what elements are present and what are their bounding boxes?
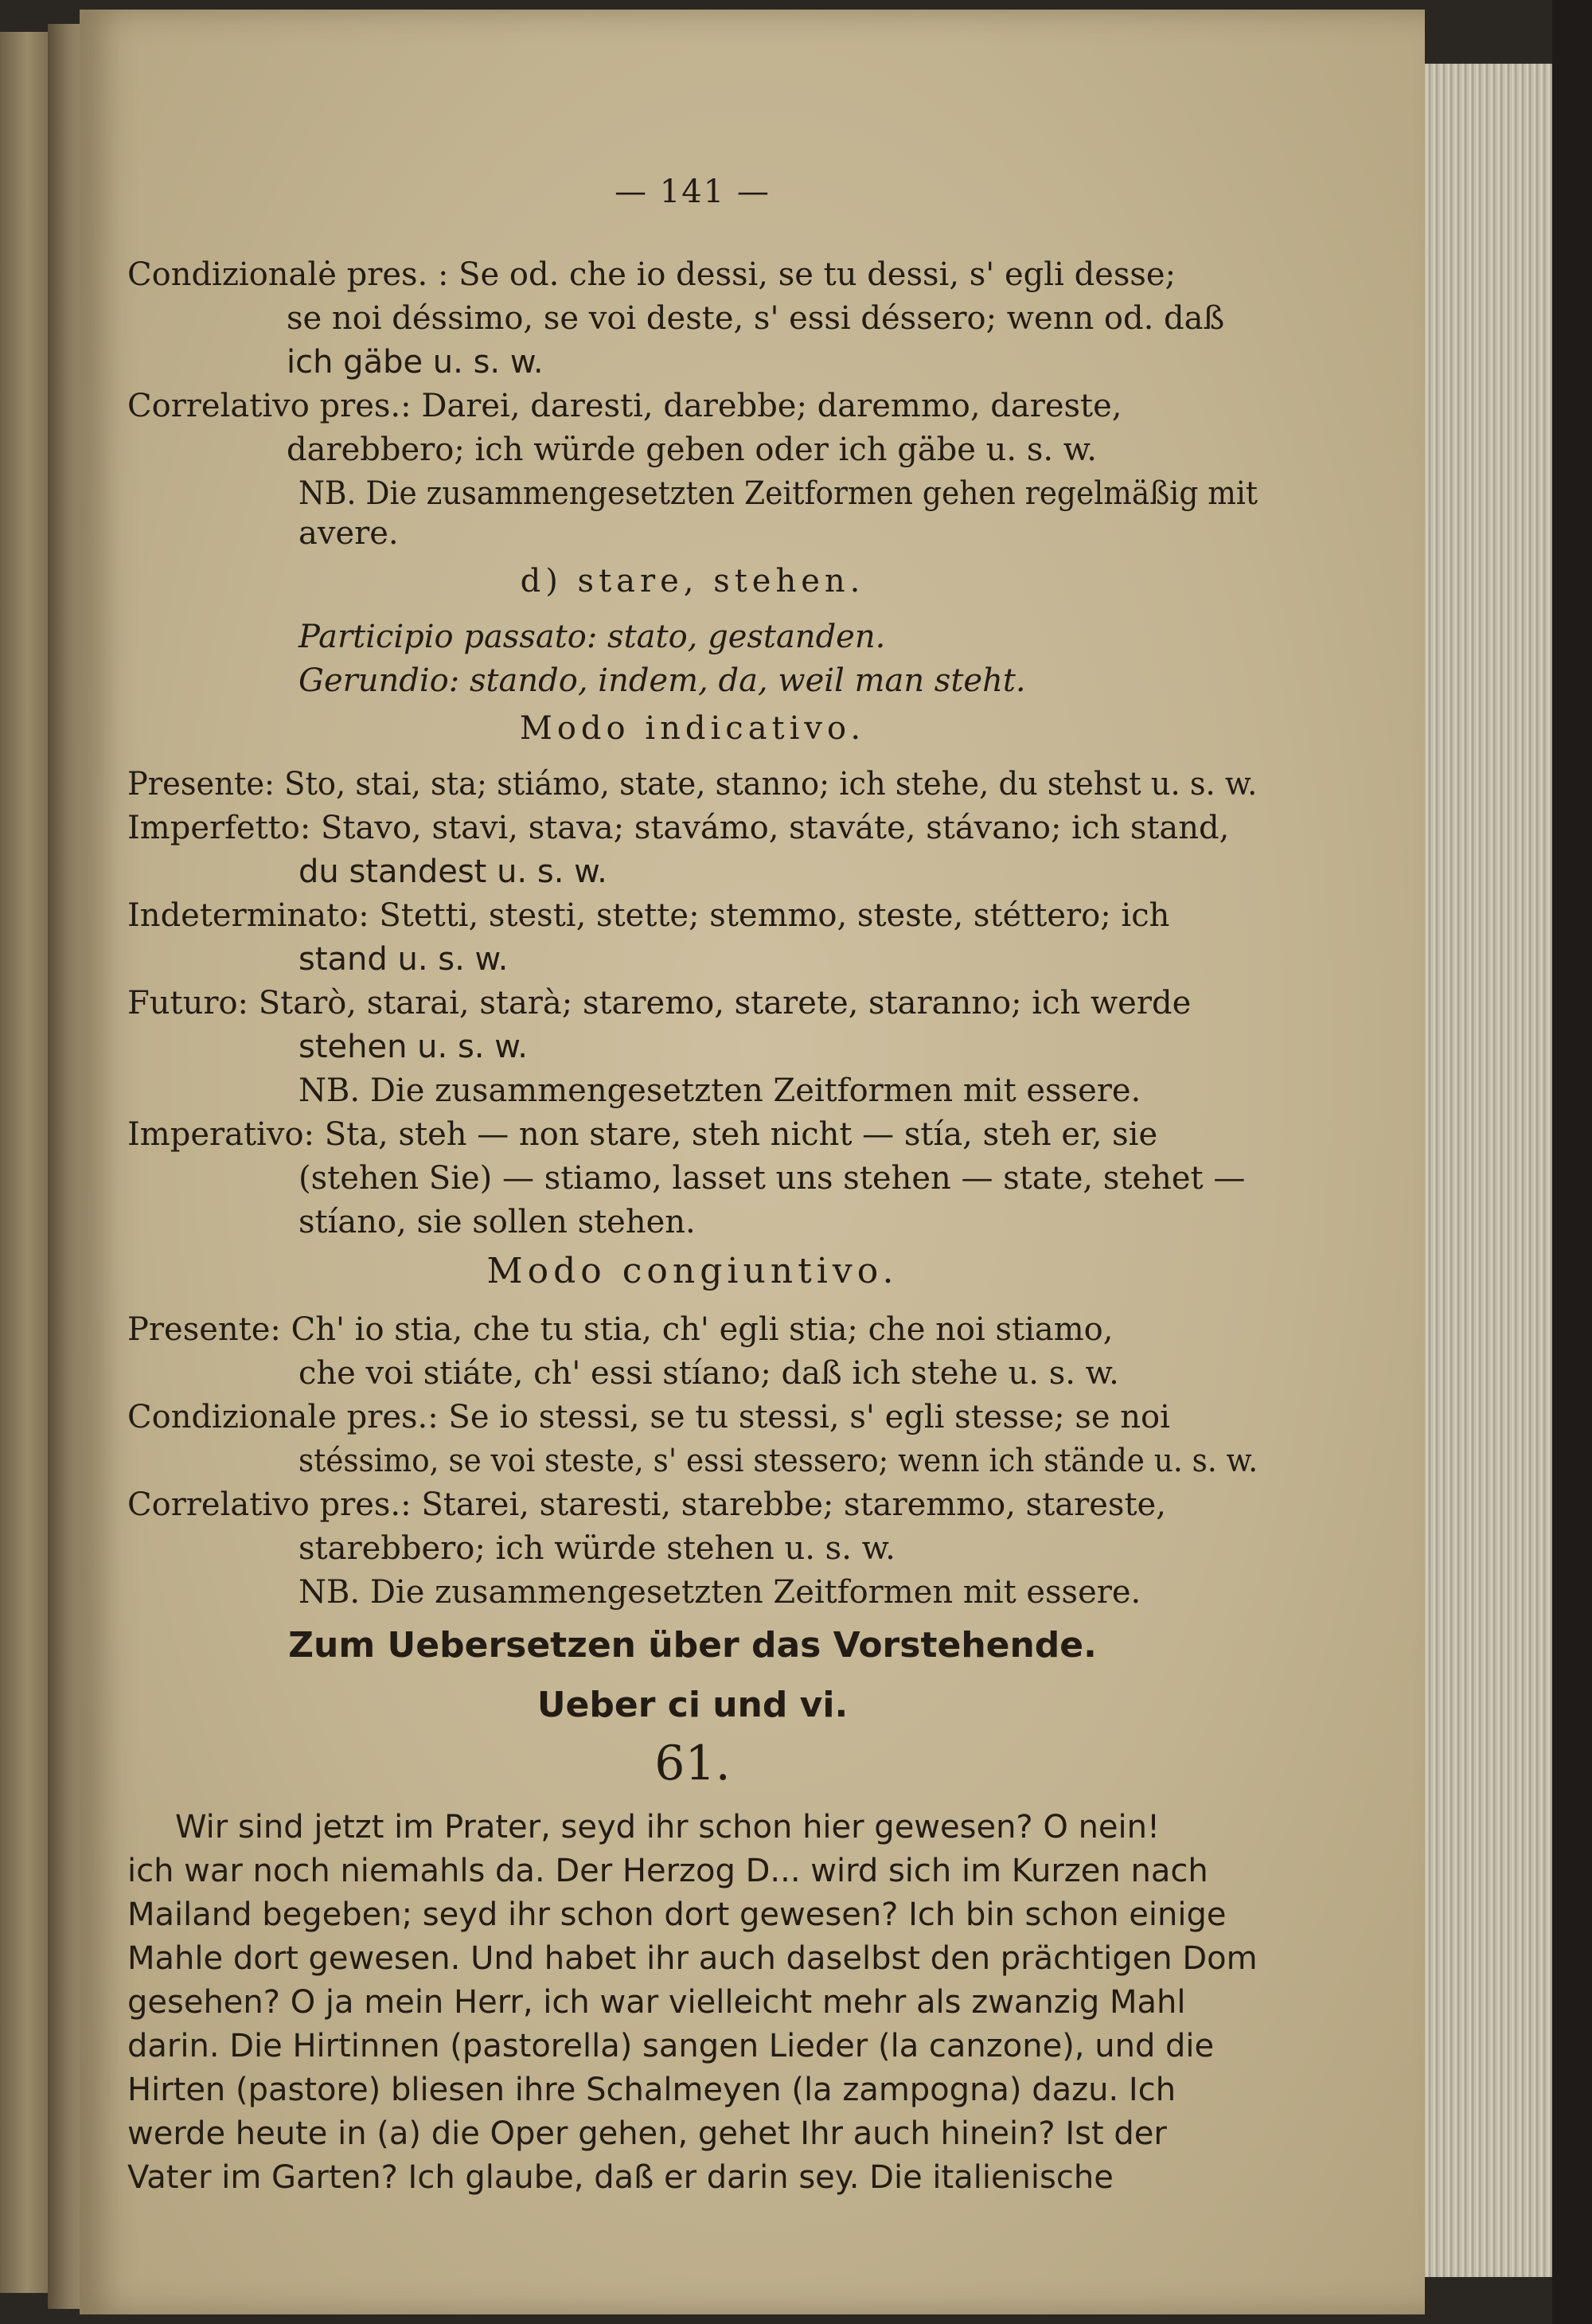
text-line: stéssimo, se voi steste, s' essi stessero; wenn ich stände u. s. w. [298, 1443, 1258, 1479]
text-line: du standest u. s. w. [298, 853, 607, 890]
text-line: Mahle dort gewesen. Und habet ihr auch daselbst den prächtigen Dom [127, 1940, 1258, 1977]
text-line: Correlativo pres.: Starei, staresti, starebbe; staremmo, stareste, [127, 1486, 1166, 1523]
page-number: — 141 — [615, 174, 771, 210]
text-line: NB. Die zusammengesetzten Zeitformen gehen regelmäßig mit [298, 475, 1258, 512]
text-line: Vater im Garten? Ich glaube, daß er darin sey. Die italienische [127, 2159, 1114, 2196]
subsection-heading: Modo congiuntivo. [486, 1251, 899, 1291]
text-line: Presente: Sto, stai, sta; stiámo, state, stanno; ich stehe, du stehst u. s. w. [127, 766, 1258, 803]
exercise-subheading: Ueber ci und vi. [537, 1685, 849, 1725]
text-line: Condizionalė pres. : Se od. che io dessi, se tu dessi, s' egli desse; [127, 256, 1176, 293]
text-line: NB. Die zusammengesetzten Zeitformen mit essere. [298, 1574, 1141, 1611]
text-line: stand u. s. w. [298, 941, 509, 978]
background-edge [1552, 0, 1592, 2324]
text-line: darebbero; ich würde geben oder ich gäbe u. s. w. [287, 432, 1098, 468]
text-line: Presente: Ch' io stia, che tu stia, ch' egli stia; che noi stiamo, [127, 1311, 1114, 1348]
text-line: Gerundio: stando, indem, da, weil man steht. [298, 662, 1026, 699]
text-line: Imperativo: Sta, steh — non stare, steh nicht — stía, steh er, sie [127, 1116, 1158, 1153]
subsection-heading: Modo indicativo. [519, 710, 866, 747]
text-line: werde heute in (a) die Oper gehen, gehet Ihr auch hinein? Ist der [127, 2115, 1167, 2152]
text-line: Mailand begeben; seyd ihr schon dort gewesen? Ich bin schon einige [127, 1896, 1227, 1933]
text-line: Correlativo pres.: Darei, daresti, darebbe; daremmo, dareste, [127, 388, 1122, 424]
text-line: avere. [298, 515, 399, 552]
text-line: ich war noch niemahls da. Der Herzog D... wird sich im Kurzen nach [127, 1853, 1208, 1889]
text-line: Futuro: Starò, starai, starà; staremo, starete, staranno; ich werde [127, 985, 1192, 1021]
text-line: che voi stiáte, ch' essi stíano; daß ich stehe u. s. w. [298, 1355, 1119, 1392]
text-line: se noi déssimo, se voi deste, s' essi déssero; wenn od. daß [287, 300, 1225, 337]
text-line: Wir sind jetzt im Prater, seyd ihr schon hier gewesen? O nein! [175, 1809, 1161, 1846]
text-line: Imperfetto: Stavo, stavi, stava; stavámo, staváte, stávano; ich stand, [127, 810, 1230, 846]
text-line: stíano, sie sollen stehen. [298, 1204, 696, 1240]
text-line: ich gäbe u. s. w. [287, 344, 544, 381]
text-line: starebbero; ich würde stehen u. s. w. [298, 1530, 896, 1567]
text-line: gesehen? O ja mein Herr, ich war vielleicht mehr als zwanzig Mahl [127, 1984, 1186, 2021]
left-page-edge [0, 32, 49, 2293]
text-line: Participio passato: stato, gestanden. [298, 619, 886, 655]
text-line: Hirten (pastore) bliesen ihre Schalmeyen (la zampogna) dazu. Ich [127, 2072, 1176, 2108]
text-line: (stehen Sie) — stiamo, lasset uns stehen — state, stehet — [298, 1160, 1246, 1197]
text-line: Condizionale pres.: Se io stessi, se tu stessi, s' egli stesse; se noi [127, 1399, 1170, 1435]
text-line: darin. Die Hirtinnen (pastorella) sangen Lieder (la canzone), und die [127, 2028, 1215, 2064]
exercise-number: 61. [654, 1736, 731, 1791]
section-heading: d) stare, stehen. [520, 563, 865, 600]
text-line: NB. Die zusammengesetzten Zeitformen mit essere. [298, 1072, 1141, 1109]
text-line: stehen u. s. w. [298, 1029, 528, 1065]
exercise-heading: Zum Uebersetzen über das Vorstehende. [288, 1625, 1097, 1666]
text-line: Indeterminato: Stetti, stesti, stette; stemmo, steste, stéttero; ich [127, 897, 1170, 934]
